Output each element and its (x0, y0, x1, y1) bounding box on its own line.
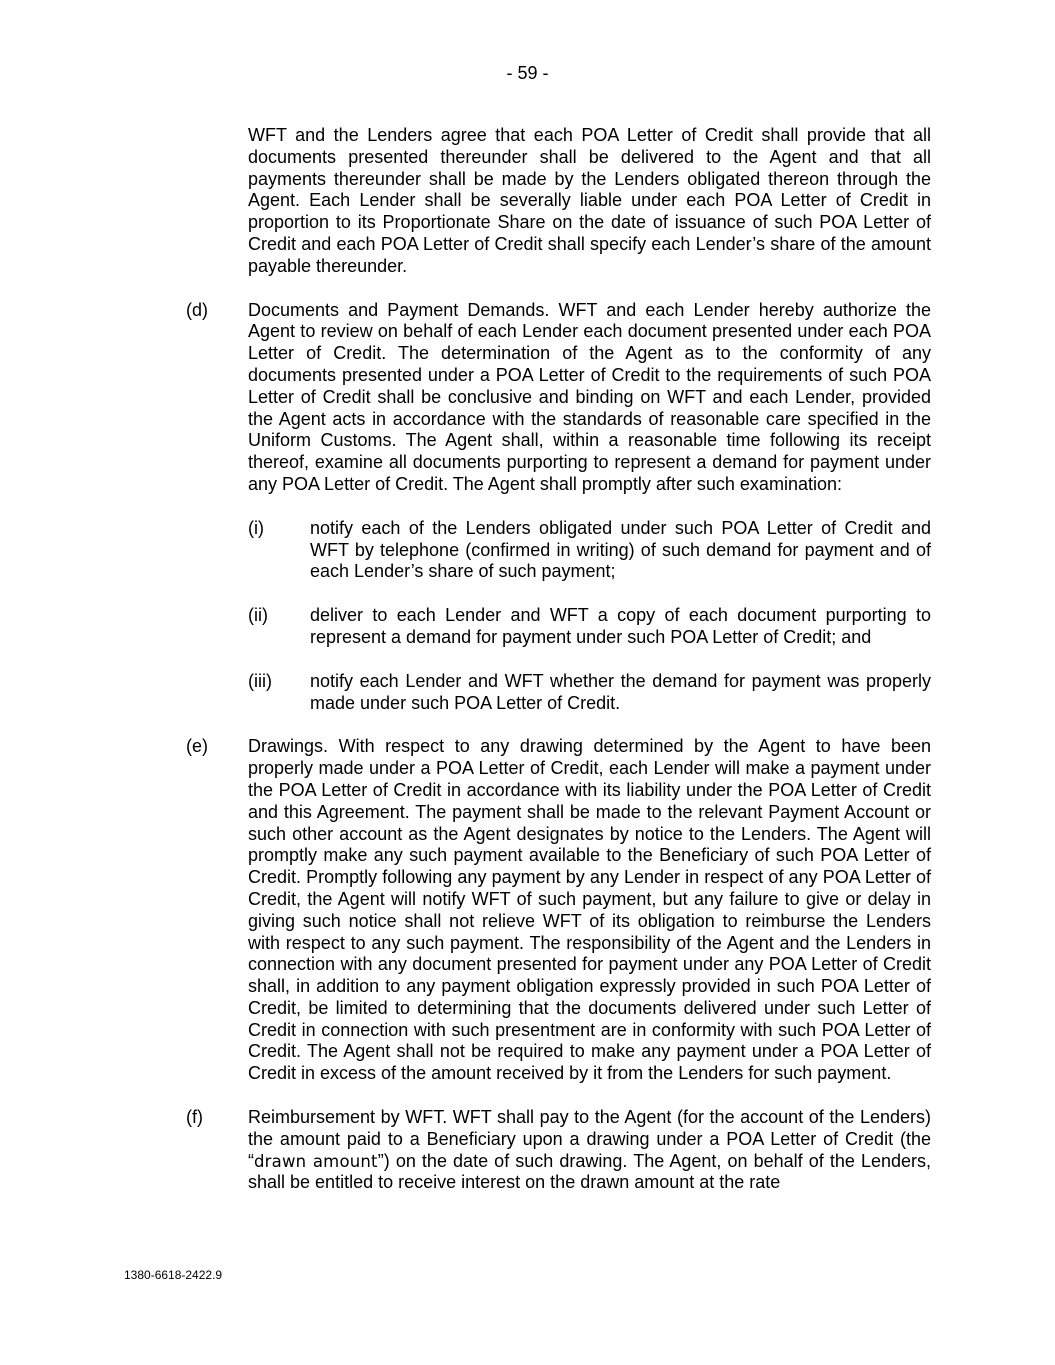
defined-term-drawn-amount: drawn amount (254, 1151, 378, 1171)
section-f (186, 1107, 931, 1194)
section-f-text (248, 1107, 931, 1194)
section-e-text: Drawings. With respect to any drawing determined by the Agent to have been properly made under a POA Letter of Credit, each Lender will make a payment under the POA Letter of Credit in accordance with its liability under the POA Letter of Credit and this Agreement. The payment shall be made to the relevant Payment Account or such other account as the Agent designates by notice to the Lenders. The Agent will promptly make any such payment available to the Beneficiary of such POA Letter of Credit. Promptly following any payment by any Lender in respect of any POA Letter of Credit, the Agent will notify WFT of such payment, but any failure to give or delay in giving such notice shall not relieve WFT of its obligation to reimburse the Lenders with respect to any such payment. The responsibility of the Agent and the Lenders in connection with any document presented for payment under any POA Letter of Credit shall, in addition to any payment obligation expressly provided in such POA Letter of Credit, be limited to determining that the documents delivered under such Letter of Credit in connection with such presentment are in conformity with such POA Letter of Credit. The Agent shall not be required to make any payment under a POA Letter of Credit in excess of the amount received by it from the Lenders for such payment. (248, 736, 931, 1084)
section-d-text: Documents and Payment Demands. WFT and each Lender hereby authorize the Agent to review on behalf of each Lender each document presented under each POA Letter of Credit. The determination of the Agent as to the conformity of any documents presented under a POA Letter of Credit to the requirements of such POA Letter of Credit shall be conclusive and binding on WFT and each Lender, provided the Agent acts in accordance with the standards of reasonable care specified in the Uniform Customs. The Agent shall, within a reasonable time following its receipt thereof, examine all documents purporting to represent a demand for payment under any POA Letter of Credit. The Agent shall promptly after such examination: (248, 299, 931, 494)
section-d-subitem-ii (248, 605, 931, 649)
subitem-iii-label: (iii) (248, 670, 272, 691)
subitem-iii-text: notify each Lender and WFT whether the demand for payment was properly made under such POA Letter of Credit. (310, 670, 931, 713)
intro-paragraph: WFT and the Lenders agree that each POA Letter of Credit shall provide that all documents presented thereunder shall be delivered to the Agent and that all payments thereunder shall be made by the Lenders obligated thereon through the Agent. Each Lender shall be severally liable under each POA Letter of Credit in proportion to its Proportionate Share on the date of issuance of such POA Letter of Credit and each POA Letter of Credit shall specify each Lender’s share of the amount payable thereunder. (248, 125, 931, 276)
subitem-i-text: notify each of the Lenders obligated under such POA Letter of Credit and WFT by telephone (confirmed in writing) of such demand for payment and of each Lender’s share of such payment; (310, 517, 931, 582)
section-f-text-after: ”) on the date of such drawing. The Agent, on behalf of the Lenders, shall be entitled to receive interest on the drawn amount at the rate (248, 1150, 931, 1193)
document-body (186, 125, 931, 1194)
section-d-subitem-iii (248, 671, 931, 715)
page-number: - 59 - (506, 63, 549, 83)
subitem-ii-label: (ii) (248, 605, 268, 626)
section-e-label: (e) (186, 736, 208, 757)
section-d-subitem-i (248, 518, 931, 583)
section-d (186, 300, 931, 496)
section-d-label: (d) (186, 299, 208, 320)
section-e (186, 736, 931, 1085)
section-f-label: (f) (186, 1107, 203, 1128)
subitem-ii-text: deliver to each Lender and WFT a copy of each document purporting to represent a demand for payment under such POA Letter of Credit; and (310, 605, 931, 647)
subitem-i-label: (i) (248, 517, 264, 538)
section-f-text-before: Reimbursement by WFT. WFT shall pay to the Agent (for the account of the Lenders) the amount paid to a Beneficiary upon a drawing under a POA Letter of Credit (the “ (248, 1107, 931, 1171)
document-footer-code: 1380-6618-2422.9 (124, 1268, 223, 1282)
